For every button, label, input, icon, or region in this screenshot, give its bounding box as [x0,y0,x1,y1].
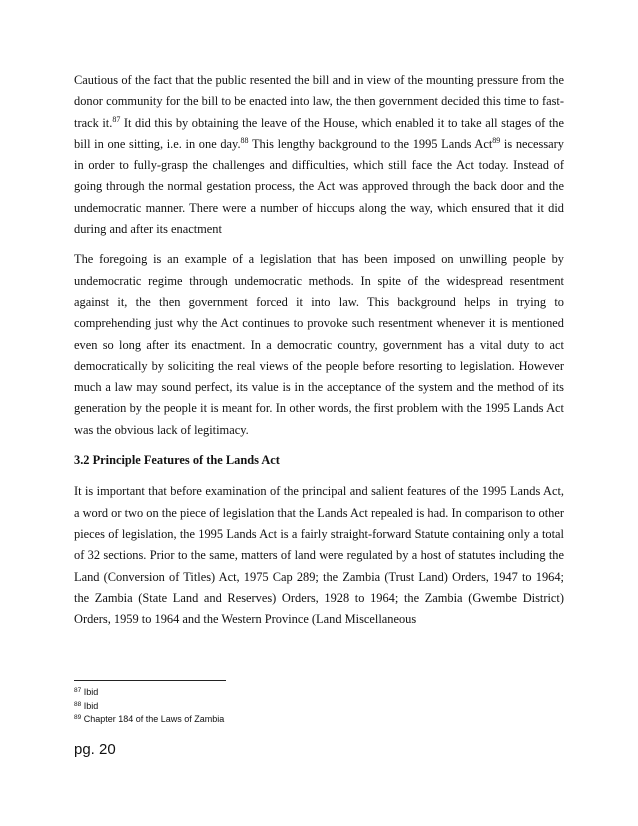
section-paragraph: It is important that before examination of the principal and salient features of the 1995 Lands Act, a word or two on the piece of legislation that the Lands Act repealed is had. In comparison to other pieces of legislation, the 1995 Lands Act is a fairly straight-forward Statute containing only a total of 32 sections. Prior to the same, matters of land were regulated by a host of statutes including the Land (Conversion of Titles) Act, 1975 Cap 289; the Zambia (Trust Land) Orders, 1947 to 1964; the Zambia (State Land and Reserves) Orders, 1928 to 1964; the Zambia (Gwembe District) Orders, 1959 to 1964 and the Western Province (Land Miscellaneous [74,484,564,627]
footnote-text: Ibid [81,700,99,711]
footnote-divider [74,680,226,681]
footnote-number: 89 [74,714,82,721]
footnote-number: 87 [74,687,82,694]
page-number: pg. 20 [74,741,116,758]
footnote-89 [74,713,374,727]
footnote-87 [74,686,374,700]
footnote-ref-88[interactable]: 88 [240,135,249,145]
paragraph-1-text-c: This lengthy background to the 1995 Lands Act [248,136,493,151]
footnote-ref-89[interactable]: 89 [492,135,501,145]
paragraph-1-text-a: Cautious of the fact that the public resented the bill and in view of the mounting pressure from the donor community for the bill to be enacted into law, the then government decided this time to fast-track it. [74,73,564,130]
footnote-88 [74,700,374,714]
paragraph-2: The foregoing is an example of a legislation that has been imposed on unwilling people by undemocratic regime through undemocratic methods. In spite of the widespread resentment against it, the then government forced it into law. This background helps in trying to comprehending just why the Act continues to provoke such resentment whenever it is mentioned even so long after its enactment. In a democratic country, government has a vital duty to act democratically by soliciting the real views of the people before resorting to legislation. However much a law may sound perfect, its value is in the acceptance of the system and the method of its generation by the people it is meant for. In other words, the first problem with the 1995 Lands Act was the obvious lack of legitimacy. [74,252,564,437]
footnote-number: 88 [74,700,82,708]
footnote-ref-87[interactable]: 87 [112,114,121,124]
footnote-text: Chapter 184 of the Laws of Zambia [81,714,225,724]
paragraph-1-text-d: is necessary in order to fully-grasp the challenges and difficulties, which still face the Act today. Instead of going through the normal gestation process, the Act was approved through the back door and the undemocratic manner. There were a number of hiccups along the way, which ensured that it did during and after its enactment [74,136,564,237]
paragraph-1-text-b: It did this by obtaining the leave of the House, which enabled it to take all stages of the bill in one sitting, i.e. in one day. [74,115,565,151]
footnotes [74,686,374,727]
footnote-text: Ibid [81,687,99,697]
paragraph-1 [74,70,564,240]
body-text [74,70,564,639]
section-heading: 3.2 Principle Features of the Lands Act [74,453,280,468]
